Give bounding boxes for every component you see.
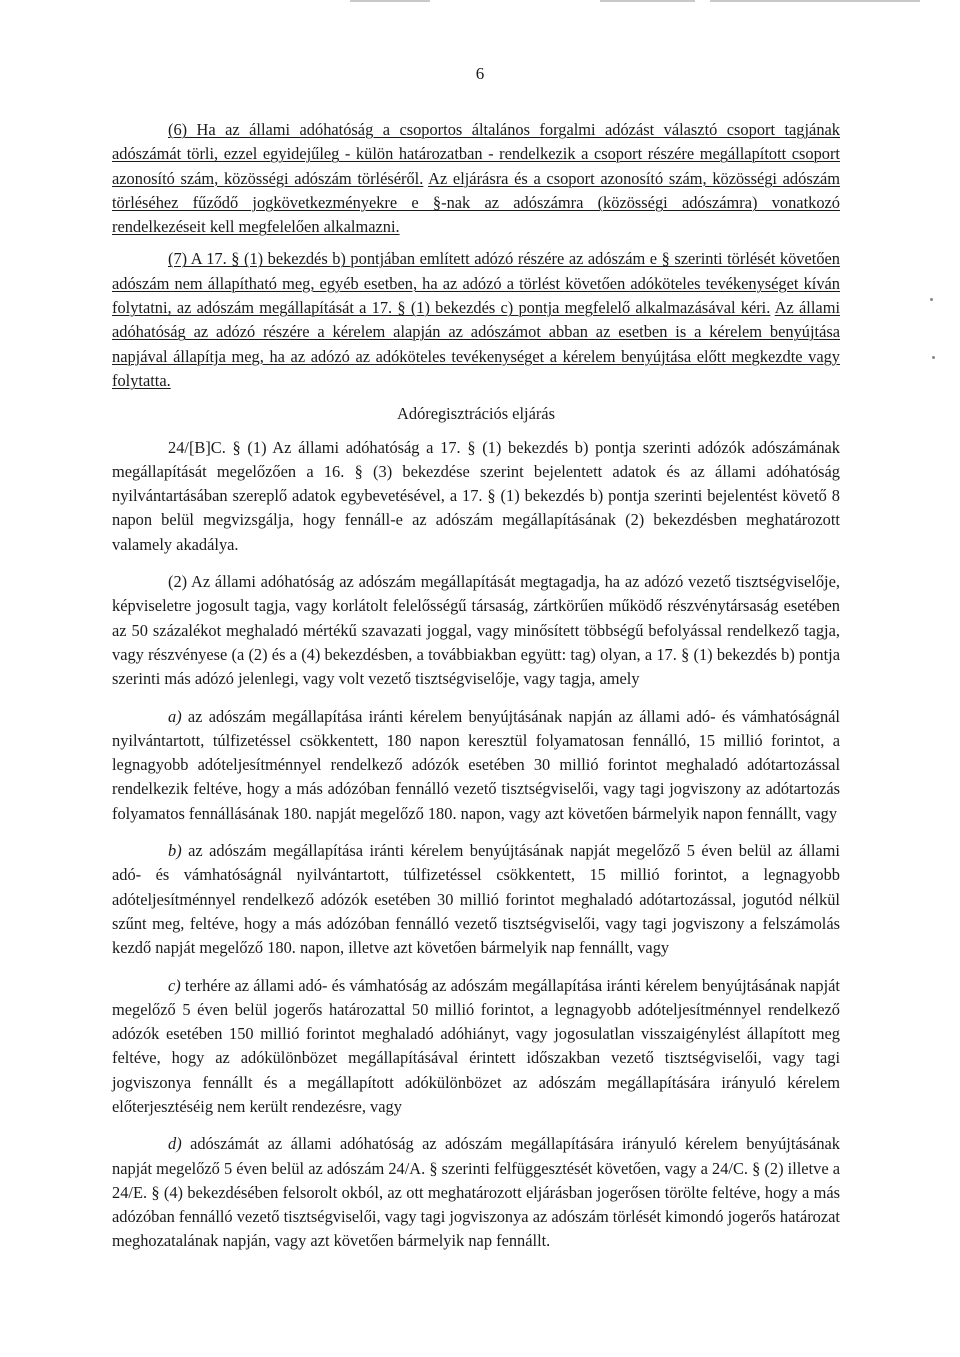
page-number: 6 [475,64,485,83]
list-item-b [112,839,840,960]
section-24-paragraph-1 [112,436,840,557]
scan-edge-mark [350,0,430,2]
amendment-paragraph-6 [112,118,840,239]
list-item-text: az adószám megállapítása iránti kérelem benyújtásának napján az állami adó- és vámhatóságnál nyilvántartott, túlfizetéssel csökkentett, 180 napon keresztül folyamatosan fennálló, 15 millió forintot, a legnagyobb adóteljesítménnyel rendelkező adózók esetében 30 millió forintot meghaladó adótartozással rendelkezik feltéve, hogy a más adózóban fennálló vezető tisztségviselői, vagy tagi jogviszony az adótartozás folyamatos fennállásának 180. napját megelőző 180. napon, vagy azt követően bármelyik napon fennállt, vagy [112,706,840,823]
paragraph-text: § (1) Az állami adóhatóság a 17. § (1) bekezdés b) pontja szerinti adózók adószámának megállapítását megelőzően a 16. § (3) bekezdése szerint bejelentett adatok és az állami adóhatóság nyilvántartásában szereplő adatok egybevetésével, a 17. § (1) bekezdés b) pontja szerinti bejelentést követő 8 napon belül megvizsgálja, hogy fennáll-e az adószám megállapításának (2) bekezdésben meghatározott valamely akadálya. [112,437,840,554]
underlined-inserted-text: (6) Ha az állami adóhatóság a csoportos általános forgalmi adózást választó csoport tagjának adószámát törli, ezzel egyidejűleg - külön határozatban - rendelkezik a csoport részére megállapított csoport azonosító szám, közösségi adószám törléséről. [112,120,840,188]
list-item-label: d) [168,1134,182,1154]
list-item-text: az adószám megállapítása iránti kérelem benyújtásának napját megelőző 5 éven belül az állami adó- és vámhatóságnál nyilvántartott, túlfizetéssel csökkentett, 15 millió forintot, a legnagyobb adóteljesítménnyel rendelkező adózók esetében 30 millió forintot meghaladó adótartozással, jogutód nélkül szűnt meg, feltéve, hogy a más adózóban fennálló vezető tisztségviselői, vagy tagi jogviszony a felszámolás kezdő napját megelőző 180. napon, illetve azt követően bármelyik nap fennállt, vagy [112,841,840,958]
list-item-label: c) [168,975,181,995]
list-item-d [112,1132,840,1253]
section-title: Adóregisztrációs eljárás [397,404,555,424]
scan-edge-mark [710,0,920,2]
list-item-text: terhére az állami adó- és vámhatóság az adószám megállapítása iránti kérelem benyújtásának napját megelőző 5 éven belül jogerős határozattal 50 millió forintot, a legnagyobb adóteljesítménnyel rendelkező adózók esetében 150 millió forintot meghaladó adóhiányt, vagy jogosulatlan visszaigénylést állapított meg feltéve, hogy az adókülönbözet megállapításával érintett időszakban vezető tisztségviselői, vagy tagi jogviszonya fennállt és a megállapított adókülönbözet az adószám megállapítására irányuló kérelem előterjesztéséig nem került rendezésre, vagy [112,975,840,1116]
list-item-label: a) [168,706,182,726]
underlined-inserted-text: (7) A 17. § (1) bekezdés b) pontjában említett adózó részére az adószám e § szerinti törlését követően adószám nem állapítható meg, egyéb esetben, ha az adózó a törlést követően adóköteles tevékenységet kíván folytatni, az adószám megállapítását a 17. § (1) bekezdés c) pontja megfelelő alkalmazásával kéri. [112,249,840,318]
section-24-paragraph-2: (2) Az állami adóhatóság az adószám megállapítását megtagadja, ha az adózó vezető tisztségviselője, képviseletre jogosult tagja, vagy korlátolt felelősségű társaság, zártkörűen működő részvénytársaság esetében az 50 százalékot meghaladó mértékű szavazati joggal, vagy minősített többségű befolyással rendelkező tagja, vagy részvényese (a (2) és a (4) bekezdésben, a továbbiakban együtt: tag) olyan, a 17. § (1) bekezdés b) pontja szerinti más adózó jelenlegi, vagy volt vezető tisztségviselője, vagy tagja, amely [112,572,840,689]
section-marker: 24/[B]C. [168,437,226,457]
list-item-text: adószámát az állami adóhatóság az adószám megállapítására irányuló kérelem benyújtásának napját megelőző 5 éven belül az adószám 24/A. § szerinti felfüggesztését követően, vagy a 24/C. § (2) illetve a 24/E. § (4) bekezdésében felsorolt okból, az ott meghatározott eljárásban jogerősen törölte feltéve, hogy a más adózóban fennálló vezető tisztségviselői, vagy tagi jogviszonya az adószám törlését kimondó jogerős határozat meghozatalának napján, vagy azt követően bármelyik nap fennállt. [112,1134,840,1251]
scan-edge-mark [600,0,695,2]
list-item-c [112,974,840,1120]
document-body [112,118,840,1254]
underlined-inserted-text: Az állami adóhatóság az adózó részére a kérelem alapján az adószámot abban az esetben is a kérelem benyújtása napjával állapítja meg, ha az adózó az adóköteles tevékenységet a kérelem benyújtása előtt megkezdte vagy folytatta. [112,298,840,390]
amendment-paragraph-7 [112,247,840,393]
scan-speck [930,298,933,301]
list-item-label: b) [168,841,182,861]
scan-speck [932,356,935,359]
list-item-a [112,705,840,826]
underlined-inserted-text: Az eljárásra és a csoport azonosító szám, közösségi adószám törléséhez fűződő jogkövetkezményekre e §-nak az adószámra (közösségi adószámra) vonatkozó rendelkezéseit kell megfelelően alkalmazni. [112,168,840,237]
